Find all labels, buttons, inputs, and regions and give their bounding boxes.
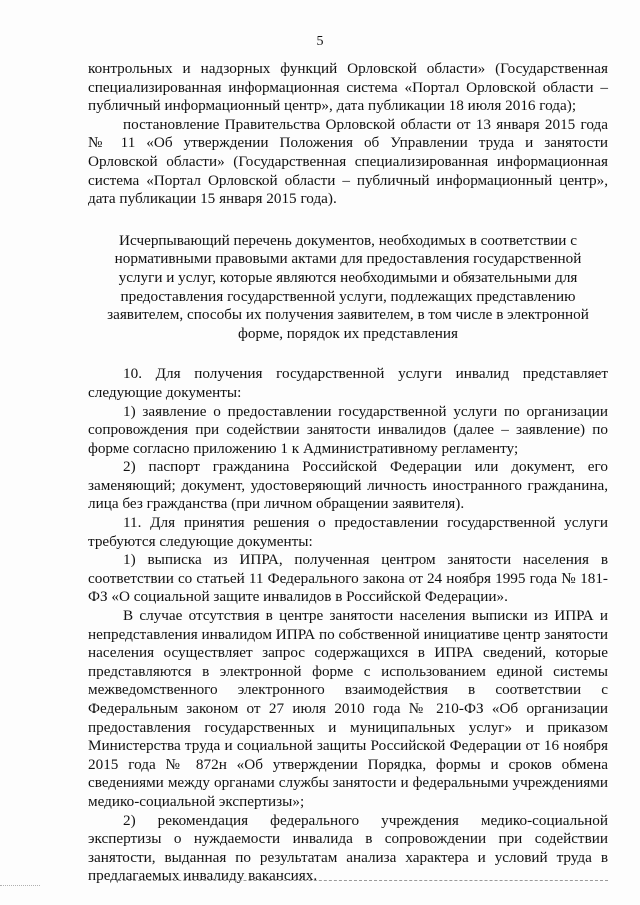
section-heading: Исчерпывающий перечень документов, необходимых в соответствии с нормативными правовыми актами для предоставления государственной услуги и услуг, которые являются необходимыми и обязательными для предоставления государственной услуги, подлежащих представлению заявителем, способы их получения заявителем, в том числе в электронной форме, порядок их представления	[107, 231, 589, 342]
document-body	[88, 60, 608, 886]
scan-bottom-line	[118, 880, 608, 881]
paragraph-ipra-request: В случае отсутствия в центре занятости населения выписки из ИПРА и непредставления инвалидом ИПРА по собственной инициативе центр занятости населения осуществляет запрос содержащихся в ИПРА сведений, которые представляются в электронной форме с использованием единой системы межведомственного электронного взаимодействия в соответствии с Федеральным законом от 27 июля 2010 года № 210-ФЗ «Об организации предоставления государственных и муниципальных услуг» и приказом Министерства труда и социальной защиты Российской Федерации от 16 ноября 2015 года № 872н «Об утверждении Порядка, формы и сроков обмена сведениями между органами службы занятости и федеральными учреждениями медико-социальной экспертизы»;	[88, 607, 608, 810]
list-item-recommendation: 2) рекомендация федерального учреждения медико-социальной экспертизы о нуждаемости инвалида в сопровождении при содействии занятости, выданная по результатам анализа характера и условий труда в предлагаемых инвалиду вакансиях.	[88, 811, 608, 885]
list-item-application: 1) заявление о предоставлении государственной услуги по организации сопровождения при содействии занятости инвалидов (далее – заявление) по форме согласно приложению 1 к Административному регламенту;	[88, 402, 608, 457]
paragraph-government-decree: постановление Правительства Орловской области от 13 января 2015 года № 11 «Об утверждении Положения об Управлении труда и занятости Орловской области» (Государственная специализированная информационная система «Портал Орловской области – публичный информационный центр», дата публикации 15 января 2015 года).	[88, 115, 608, 208]
paragraph-clause-11: 11. Для принятия решения о предоставлении государственной услуги требуются следующие документы:	[88, 514, 608, 550]
paragraph-clause-10: 10. Для получения государственной услуги инвалид представляет следующие документы:	[88, 365, 608, 401]
list-item-ipra-extract: 1) выписка из ИПРА, полученная центром занятости населения в соответствии со статьей 11 Федерального закона от 24 ноября 1995 года № 181-ФЗ «О социальной защите инвалидов в Российской Федерации».	[88, 551, 608, 606]
scan-edge-mark	[0, 885, 40, 886]
list-item-passport: 2) паспорт гражданина Российской Федерации или документ, его заменяющий; документ, удостоверяющий личность иностранного гражданина, лица без гражданства (при личном обращении заявителя).	[88, 458, 608, 513]
page-number: 5	[316, 34, 324, 49]
paragraph-control-functions: контрольных и надзорных функций Орловской области» (Государственная специализированная информационная система «Портал Орловской области – публичный информационный центр», дата публикации 18 июля 2016 года);	[88, 60, 608, 115]
